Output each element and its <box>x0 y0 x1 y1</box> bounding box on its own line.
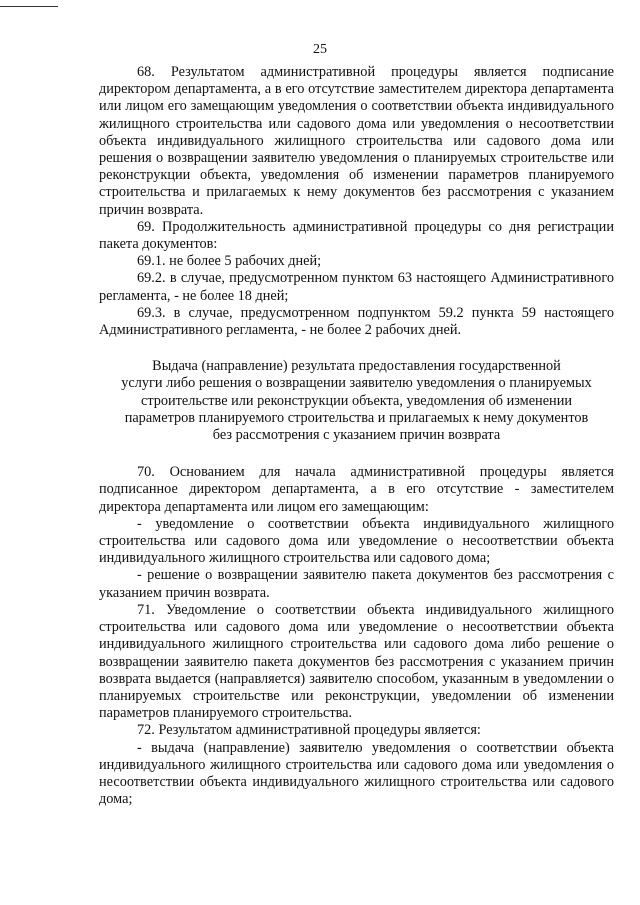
section-heading-line: без рассмотрения с указанием причин возврата <box>212 427 501 444</box>
section-heading <box>109 358 604 444</box>
paragraph-71: 71. Уведомление о соответствии объекта индивидуального жилищного строительства или садового дома или уведомление о несоответствии объекта индивидуального жилищного строительства или садового дома либо решение о возвращении заявителю пакета документов без рассмотрения с указанием причин возврата выдается (направляется) заявителю способом, указанным в уведомлении о планируемых строительстве или реконструкции, уведомлении об изменении параметров планируемого строительства. <box>99 601 614 722</box>
section-heading-line: параметров планируемого строительства и прилагаемых к нему документов <box>124 409 589 426</box>
section-heading-line: услуги либо решения о возвращении заявителю уведомления о планируемых <box>121 375 592 392</box>
page-number: 25 <box>313 42 327 57</box>
section-heading-line: строительстве или реконструкции объекта, уведомления об изменении <box>140 392 573 409</box>
paragraph-69: 69. Продолжительность административной процедуры со дня регистрации пакета документов: <box>99 218 614 253</box>
paragraph-70: 70. Основанием для начала административной процедуры является подписанное директором департамента, а в его отсутствие - заместителем директора департамента или лицом его замещающим: <box>99 464 614 515</box>
paragraph-70-item-decision: - решение о возвращении заявителю пакета документов без рассмотрения с указанием причин возврата. <box>99 567 614 601</box>
paragraph-68: 68. Результатом административной процедуры является подписание директором департамента, а в его отсутствие заместителем директора департамента или лицом его замещающим уведомления о соответствии объекта индивидуального жилищного строительства или садового дома или уведомления о несоответствии объекта индивидуального жилищного строительства или садового дома или решения о возвращении заявителю уведомления о планируемых строительстве или реконструкции объекта, уведомления об изменении параметров планируемого строительства и прилагаемых к нему документов без рассмотрения с указанием причин возврата. <box>99 64 614 218</box>
paragraph-72-item-issue: - выдача (направление) заявителю уведомления о соответствии объекта индивидуального жилищного строительства или садового дома или уведомления о несоответствии объекта индивидуального жилищного строительства или садового дома; <box>99 739 614 808</box>
paragraph-72: 72. Результатом административной процедуры является: <box>137 722 481 739</box>
section-heading-line: Выдача (направление) результата предоставления государственной <box>152 358 561 375</box>
document-body <box>99 64 614 808</box>
header-rule <box>0 6 58 7</box>
paragraph-70-item-notice: - уведомление о соответствии объекта индивидуального жилищного строительства или садового дома или уведомление о несоответствии объекта индивидуального жилищного строительства или садового дома; <box>99 515 614 567</box>
paragraph-69-2: 69.2. в случае, предусмотренном пунктом 63 настоящего Административного регламента, - не более 18 дней; <box>99 270 614 304</box>
paragraph-69-1: 69.1. не более 5 рабочих дней; <box>137 253 322 270</box>
paragraph-69-3: 69.3. в случае, предусмотренном подпунктом 59.2 пункта 59 настоящего Административного регламента, - не более 2 рабочих дней. <box>99 304 614 339</box>
